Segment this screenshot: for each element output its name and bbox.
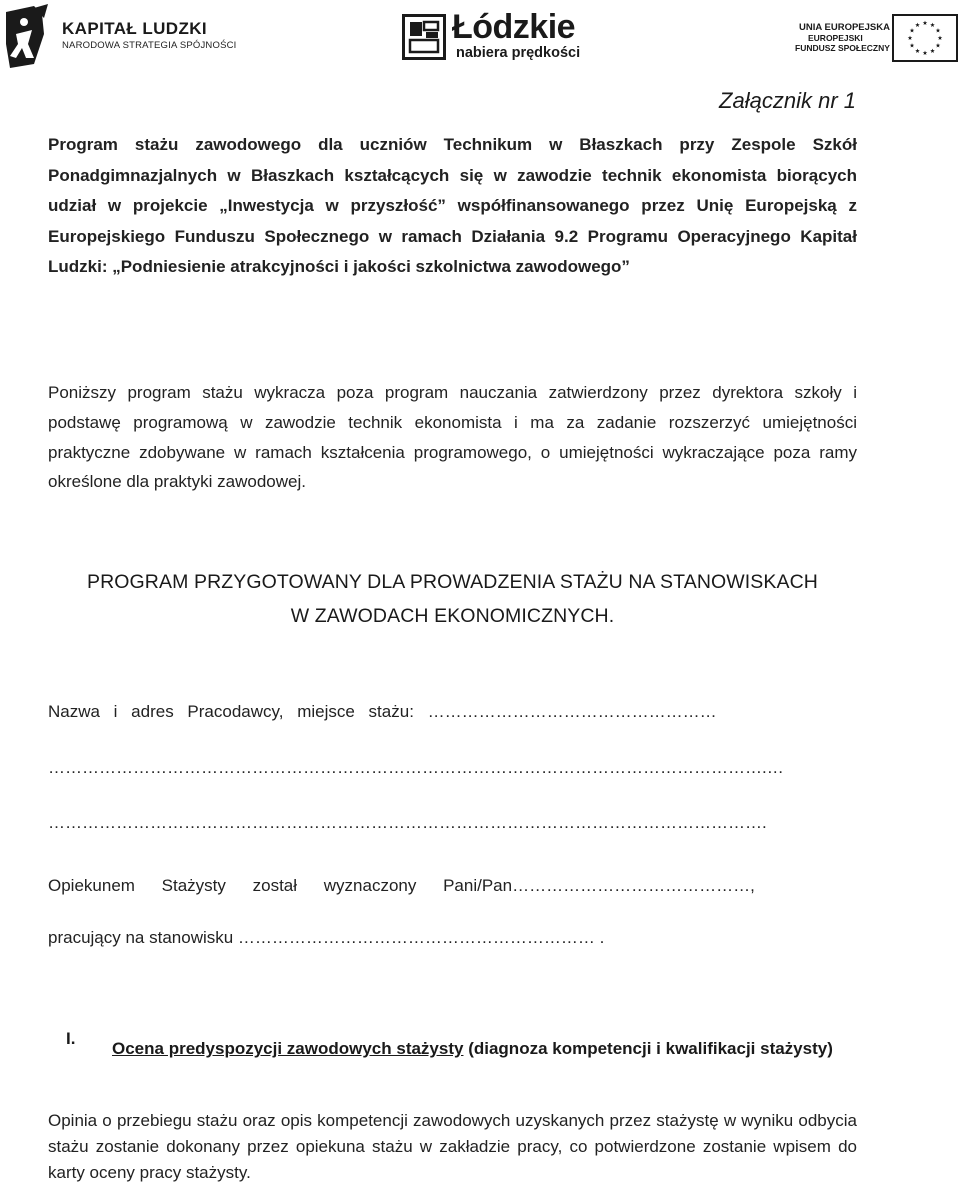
- eu-line-2: EUROPEJSKI: [808, 33, 863, 43]
- mentor-field[interactable]: Opiekunem Stażysty został wyznaczony Pani/Pan……………………………………,: [48, 876, 755, 895]
- eu-star-icon: [936, 43, 941, 47]
- eu-star-icon: [930, 23, 935, 27]
- section-1-number: I.: [66, 1029, 76, 1048]
- program-heading-line-2: W ZAWODACH EKONOMICZNYCH.: [290, 605, 615, 627]
- program-heading: [48, 565, 857, 633]
- eu-star-icon: [915, 49, 920, 53]
- kapital-ludzki-subtitle: NARODOWA STRATEGIA SPÓJNOŚCI: [62, 40, 237, 51]
- position-field[interactable]: pracujący na stanowisku ……………………………………………………… .: [48, 928, 605, 947]
- eu-star-icon: [910, 43, 915, 47]
- employer-field-continuation-1[interactable]: ……………………………………………………………………………………………………………….…: [48, 758, 784, 777]
- eu-star-icon: [923, 51, 928, 55]
- eu-star-icon: [915, 23, 920, 27]
- eu-star-icon: [938, 36, 943, 40]
- lodzkie-subtitle: nabiera prędkości: [456, 45, 581, 61]
- eu-star-icon: [908, 36, 913, 40]
- employer-field[interactable]: Nazwa i adres Pracodawcy, miejsce stażu: ……………………………………………: [48, 702, 717, 721]
- program-title-paragraph: Program stażu zawodowego dla uczniów Technikum w Błaszkach przy Zespole Szkół Ponadgimnazjalnych w Błaszkach kształcących się w zawodzie technik ekonomista biorących udział w projekcie „Inwestycja w przyszłość” współfinansowanego przez Unię Europejską z Europejskiego Funduszu Społecznego w ramach Działania 9.2 Programu Operacyjnego Kapitał Ludzki: „Podniesienie atrakcyjności i jakości szkolnictwa zawodowego”: [48, 135, 857, 277]
- eu-flag-icon: [892, 14, 958, 62]
- eu-star-icon: [923, 21, 928, 25]
- section-1-title-underlined: Ocena predyspozycji zawodowych stażysty: [112, 1039, 464, 1058]
- employer-field-continuation-2[interactable]: ……………………………………………………………………………………………………………….: [48, 813, 767, 832]
- opinion-paragraph: Opinia o przebiegu stażu oraz opis kompetencji zawodowych uzyskanych przez stażystę w wyniku odbycia stażu zostanie dokonany przez opiekuna stażu w zakładzie pracy, co potwierdzone zostanie wpisem do karty oceny pracy stażysty.: [48, 1111, 857, 1182]
- kapital-ludzki-emblem-icon: [4, 4, 50, 70]
- kapital-ludzki-title: KAPITAŁ LUDZKI: [62, 19, 208, 38]
- lodzkie-title: Łódzkie: [452, 8, 576, 46]
- eu-star-icon: [910, 28, 915, 32]
- intro-paragraph: Poniższy program stażu wykracza poza program nauczania zatwierdzony przez dyrektora szkoły i podstawę programową w zawodzie technik ekonomista i ma za zadanie rozszerzyć umiejętności praktyczne zdobywane w ramach kształcenia programowego, o umiejętności wykraczające poza ramy określone dla praktyki zawodowej.: [48, 383, 857, 492]
- eu-line-1: UNIA EUROPEJSKA: [799, 22, 890, 33]
- section-1-title: [112, 1028, 857, 1069]
- annex-label: Załącznik nr 1: [719, 88, 856, 113]
- program-heading-line-1: PROGRAM PRZYGOTOWANY DLA PROWADZENIA STAŻU NA STANOWISKACH: [86, 571, 818, 593]
- lodzkie-emblem-icon: [402, 14, 446, 60]
- eu-line-3: FUNDUSZ SPOŁECZNY: [795, 43, 890, 53]
- eu-star-icon: [930, 49, 935, 53]
- eu-star-icon: [936, 28, 941, 32]
- eu-stars: [908, 21, 943, 55]
- section-1-title-rest: (diagnoza kompetencji i kwalifikacji stażysty): [468, 1039, 833, 1058]
